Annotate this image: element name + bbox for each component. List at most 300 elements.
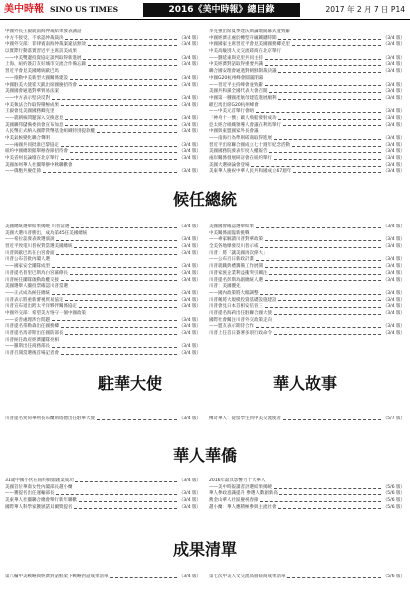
toc-entry <box>5 69 201 82</box>
entry-title: 美國總統選舉結果揭曉 川普當選 <box>5 224 70 229</box>
dotted-leader <box>61 327 178 328</box>
entry-leader-line <box>5 116 201 123</box>
toc-entry <box>209 505 405 512</box>
dotted-leader <box>61 280 178 281</box>
page-reference: （5/6 版） <box>382 498 405 504</box>
entry-subtitle: ——中美雙邊投資協定談判取得新進展 <box>5 55 82 61</box>
toc-entry <box>5 478 201 485</box>
page-reference: （3/4 版） <box>178 224 201 229</box>
entry-leader-line <box>209 156 405 163</box>
toc-entry <box>209 96 405 103</box>
toc-entry <box>209 416 405 423</box>
entry-leader-line <box>209 324 405 331</box>
page-reference: （3/4 版） <box>382 277 405 283</box>
entry-title: 歐巴馬出席G20杭州峰會 <box>209 102 259 108</box>
dotted-leader <box>256 112 382 113</box>
toc-entry <box>5 224 201 231</box>
overseas-chinese-column-left <box>5 478 201 511</box>
issue-title: 2016《美中時報》總目錄 <box>143 3 300 17</box>
page-reference: （3/4 版） <box>382 162 405 168</box>
page-reference: （3/4 版） <box>382 95 405 101</box>
toc-entry <box>209 244 405 251</box>
dotted-leader <box>265 59 382 60</box>
entry-title-line <box>5 284 201 291</box>
entry-leader-line <box>5 416 201 423</box>
entry-subtitle: ——兩國共同批准巴黎協定 <box>5 142 59 148</box>
dotted-leader <box>260 247 381 248</box>
dotted-leader <box>65 334 177 335</box>
entry-leader-line <box>5 169 201 176</box>
president-elect-column-left <box>5 224 201 358</box>
dotted-leader <box>274 334 382 335</box>
entry-leader-line <box>209 89 405 96</box>
page-reference: （3/4 版） <box>382 136 405 141</box>
toc-entry <box>209 284 405 297</box>
entry-title: 兩岸關係發展研討會在紐約舉行 <box>209 156 272 162</box>
entry-title: 人民幣正式納入國際貨幣基金組織特別提款權 <box>5 129 95 135</box>
dotted-leader <box>56 494 177 495</box>
toc-entry <box>5 49 201 62</box>
dotted-leader <box>52 320 178 321</box>
entry-leader-line <box>209 498 405 505</box>
dotted-leader <box>43 172 178 173</box>
dotted-leader <box>265 307 382 308</box>
page-reference: （3/4 版） <box>382 42 405 48</box>
toc-entry <box>209 574 405 581</box>
entry-title: 中國駐美大使崔天凱出席國慶招待會 <box>5 82 77 88</box>
dotted-leader <box>83 59 177 60</box>
entry-title: 31歲中國小伙在紐約街頭創業成功 <box>5 478 74 483</box>
page-reference: （3/4 版） <box>382 270 405 276</box>
page-reference: （3/4 版） <box>178 304 201 310</box>
page-reference: （5/6 版） <box>382 491 405 497</box>
entry-leader-line <box>209 331 405 338</box>
entry-leader-line <box>5 129 201 136</box>
issue-date: 2017 年 2 月 7 日 P14 <box>325 5 405 14</box>
toc-entry <box>5 304 201 311</box>
entry-title: 川普提名馬蒂斯出任國防部長 <box>5 331 64 336</box>
dotted-leader <box>293 172 382 173</box>
entry-subtitle: ——劉延東與克里共同主持 <box>209 55 263 61</box>
dotted-leader <box>71 227 177 228</box>
section-heading-overseas-chinese: 華人華僑 <box>172 446 237 465</box>
toc-entry <box>5 136 201 149</box>
entry-leader-line <box>209 574 405 581</box>
entry-title: 川普家族企業利益衝突引關注 <box>209 270 268 276</box>
entry-leader-line <box>209 96 405 103</box>
entry-title: 美國加州華人社團舉辦中秋聯歡會 <box>5 162 73 168</box>
page-reference: （5/7 版） <box>382 416 405 421</box>
entry-title: 王毅會見美國國務卿克里 <box>5 109 55 115</box>
entry-leader-line <box>209 244 405 251</box>
dotted-leader <box>88 65 178 66</box>
entry-leader-line <box>5 498 201 505</box>
toc-column-right <box>209 29 405 176</box>
entry-title-line <box>209 478 405 485</box>
entry-title: 中國外長王毅就南海仲裁結果發表講話 <box>5 29 82 34</box>
entry-title-line <box>5 49 201 56</box>
page-reference: （3/4 版） <box>178 75 201 81</box>
dotted-leader <box>79 85 178 86</box>
dotted-leader <box>256 227 382 228</box>
entry-title: 川普上任首日簽署多項行政命令 <box>209 331 272 336</box>
page-reference: （3/4 版） <box>178 498 201 504</box>
toc-entry <box>5 338 201 351</box>
entry-leader-line <box>5 324 201 331</box>
entry-leader-line <box>5 574 201 581</box>
toc-entry <box>209 224 405 231</box>
entry-title: 聯合國安理會通過對朝鮮制裁決議 <box>209 69 277 75</box>
entry-title: 美國大選辯論會登場 <box>209 162 250 168</box>
entry-title: 川普提名普里巴斯為白宮幕僚長 <box>5 270 68 276</box>
entry-title-line <box>209 29 405 36</box>
entry-title: 中國G20杭州峰會圓滿閉幕 <box>209 75 264 81</box>
toc-entry <box>209 89 405 96</box>
page-reference: （3/4 版） <box>382 115 405 121</box>
dotted-leader <box>110 577 177 578</box>
toc-entry <box>5 129 201 136</box>
entry-subtitle: ——中美元首舉行會晤 <box>209 109 254 115</box>
page-reference: （3/4 版） <box>382 35 405 41</box>
toc-entry <box>209 103 405 116</box>
toc-entry <box>209 498 405 505</box>
entry-title: 上海、紐約簽訂友好城市交流合作備忘錄 <box>5 62 86 68</box>
page-reference: （3/4 版） <box>178 149 201 155</box>
dotted-leader <box>269 92 381 93</box>
entry-title: 川普提名愛荷華州長布蘭斯塔德出任駐華大使 <box>5 416 95 421</box>
toc-entry <box>5 163 201 176</box>
toc-entry <box>5 498 201 505</box>
entry-leader-line <box>209 69 405 76</box>
entry-leader-line <box>5 351 201 358</box>
entry-title: 「神舟十一號」載人飛船發射成功 <box>209 115 277 121</box>
page-reference: （3/4 版） <box>178 277 201 283</box>
entry-leader-line <box>5 478 201 485</box>
entry-title: 趙小蘭：華人應積極參與主流社會 <box>209 504 277 510</box>
page-reference: （5/6 版） <box>382 574 405 579</box>
page-reference: （3/4 版） <box>382 55 405 61</box>
entry-leader-line <box>5 291 201 298</box>
dotted-leader <box>279 494 381 495</box>
page-reference: （3/4 版） <box>178 62 201 68</box>
entry-leader-line <box>5 264 201 271</box>
entry-title: 中國國家主席習近平會見美國國務卿克里 <box>209 42 290 48</box>
entry-subtitle: ——羅斯出任商務部長 <box>5 344 50 350</box>
page-reference: （3/4 版） <box>382 237 405 243</box>
dotted-leader <box>278 508 381 509</box>
dotted-leader <box>61 159 178 160</box>
page-reference: （3/4 版） <box>178 169 201 175</box>
toc-entry <box>209 76 405 89</box>
entry-title: 中美關係面臨新挑戰 <box>209 230 250 236</box>
toc-entry <box>209 318 405 331</box>
dotted-leader <box>61 146 178 147</box>
dotted-leader <box>70 79 178 80</box>
page-reference: （3/4 版） <box>382 62 405 68</box>
entry-title: 川普召開當選後首場記者會 <box>5 351 59 357</box>
toc-entry <box>209 331 405 338</box>
entry-leader-line <box>209 264 405 271</box>
page-reference: （3/4 版） <box>178 264 201 270</box>
page-reference: （3/4 版） <box>382 224 405 229</box>
page-reference: （3/4 版） <box>178 270 201 276</box>
page-reference: （3/4 版） <box>382 244 405 250</box>
page-reference: （3/4 版） <box>178 102 201 108</box>
entry-leader-line <box>209 291 405 298</box>
dotted-leader <box>75 481 177 482</box>
toc-entry <box>209 116 405 123</box>
entry-title: 習近平出席聯合國成立七十週年紀念活動 <box>209 142 290 148</box>
entry-subtitle: ——習近平主持峰會並致辭 <box>209 82 263 88</box>
entry-title: 中美執法合作取得積極成果 <box>5 102 59 108</box>
entry-title: 國際華人科學家獲頒諾貝爾獎提名 <box>5 504 73 510</box>
toc-entry <box>5 231 201 244</box>
entry-subtitle: ——國內政策將大幅調整 <box>209 290 259 296</box>
entry-subtitle: ——妥善處理涉台問題 <box>5 317 50 323</box>
toc-entry <box>209 251 405 264</box>
toc-entry <box>209 69 405 76</box>
entry-title: 第八輪中美戰略與經濟對話框架下戰略對話成果清單 <box>5 574 109 579</box>
dotted-leader <box>292 146 382 147</box>
dotted-leader <box>56 240 177 241</box>
dotted-leader <box>65 119 177 120</box>
entry-title: 川普提名彭斯為副總統人選 <box>209 277 263 283</box>
entry-subtitle: ——正式成為候任總統 <box>5 290 50 296</box>
dotted-leader <box>292 45 382 46</box>
entry-subtitle: ——獲提名出任運輸部長 <box>5 491 55 497</box>
section-heading-president-elect: 候任總統 <box>172 190 237 209</box>
entry-title: 中國外交部：菲律賓南海仲裁案違法無效 <box>5 42 86 48</box>
toc-entry <box>209 271 405 278</box>
toc-entry <box>5 156 201 163</box>
dotted-leader <box>65 300 177 301</box>
toc-entry <box>209 231 405 244</box>
dotted-leader <box>269 152 381 153</box>
page-reference: （3/4 版） <box>178 250 201 256</box>
entry-leader-line <box>5 331 201 338</box>
entry-title: 傳奇華人：從留學生到中美交流使者 <box>209 416 281 421</box>
entry-title: 美東華人社團聯合總會舉行新年聯歡 <box>5 498 77 504</box>
page-reference: （3/4 版） <box>178 290 201 296</box>
dotted-leader <box>265 267 382 268</box>
dotted-leader <box>74 508 177 509</box>
entry-leader-line <box>209 271 405 278</box>
page-reference: （3/4 版） <box>382 149 405 155</box>
dotted-leader <box>256 327 382 328</box>
page-reference: （3/4 版） <box>382 310 405 316</box>
entry-leader-line <box>5 76 201 83</box>
page-reference: （3/4 版） <box>178 416 201 421</box>
entry-title-line <box>209 76 405 83</box>
dotted-leader <box>265 85 382 86</box>
dotted-leader <box>56 254 177 255</box>
dotted-leader <box>65 39 177 40</box>
outcomes-column-right <box>209 574 405 581</box>
dotted-leader <box>269 274 381 275</box>
entry-title: 美國選舉人團投票確認川普當選 <box>5 284 68 290</box>
entry-leader-line <box>209 169 405 176</box>
entry-title: 2016年最具影響力十大華人 <box>209 478 266 483</box>
page-reference: （3/4 版） <box>178 55 201 61</box>
page-reference: （3/4 版） <box>178 115 201 121</box>
entry-leader-line <box>5 304 201 311</box>
entry-title: 中國外交部：希望美方恪守一個中國政策 <box>5 310 86 316</box>
entry-title-line <box>5 136 201 143</box>
dotted-leader <box>65 125 177 126</box>
entry-title-line <box>5 29 201 36</box>
page-reference: （3/4 版） <box>178 156 201 162</box>
entry-title: 舊金山華人社區慶祝春節 <box>209 498 259 504</box>
entry-title: 川普：將「讓美國再次偉大」 <box>209 250 268 256</box>
toc-entry <box>5 244 201 251</box>
page-reference: （3/4 版） <box>382 264 405 270</box>
dotted-leader <box>70 152 178 153</box>
entry-title: 以實際行動落實習近平主席訪美成果 <box>5 49 77 55</box>
entry-title-line <box>5 311 201 318</box>
entry-title: 川普會見日本首相安倍晉三 <box>209 304 263 310</box>
page-reference: （3/4 版） <box>178 478 201 483</box>
entry-subtitle: 中方不接受、不承認仲裁裁決 <box>5 35 64 41</box>
masthead-english-name: SINO US TIMES <box>50 5 119 14</box>
toc-entry <box>209 264 405 271</box>
entry-subtitle: ——就朝核問題深入交換意見 <box>5 115 64 121</box>
entry-title: 川普表示將重新審視貿易協定 <box>5 297 64 303</box>
dotted-leader <box>61 105 178 106</box>
entry-title: 第七次中美人文交流高層磋商成果清單 <box>209 574 286 579</box>
page-reference: （3/4 版） <box>382 122 405 128</box>
page-reference: （3/4 版） <box>382 69 405 75</box>
section-heading-chinese-story: 華人故事 <box>272 374 337 393</box>
dotted-leader <box>274 314 382 315</box>
toc-entry <box>209 311 405 318</box>
dotted-leader <box>274 139 382 140</box>
entry-title: 國際社會關注川普外交政策走向 <box>209 317 272 323</box>
dotted-leader <box>287 577 381 578</box>
toc-entry <box>5 505 201 512</box>
toc-entry <box>5 416 201 423</box>
entry-title: 川普公布首批內閣人選 <box>5 257 50 263</box>
dotted-leader <box>265 280 382 281</box>
toc-entry <box>209 304 405 311</box>
dotted-leader <box>256 260 382 261</box>
entry-leader-line <box>209 505 405 512</box>
toc-entry <box>5 29 201 42</box>
toc-entry <box>209 129 405 142</box>
entry-title: 川普提名蒂勒森出任國務卿 <box>5 324 59 330</box>
entry-subtitle: ——南海行為準則磋商取得進展 <box>209 136 272 141</box>
entry-title: 美國國會通過對華貿易法案 <box>5 89 59 95</box>
page-reference: （3/4 版） <box>382 89 405 95</box>
page-reference: （3/4 版） <box>178 35 201 41</box>
page-reference: （3/4 版） <box>382 169 405 175</box>
entry-title: 美國聯邦儲備委員會宣布加息 <box>5 122 64 128</box>
toc-entry <box>5 257 201 270</box>
page-reference: （3/4 版） <box>178 42 201 48</box>
entry-title: 紐約中國總領館舉辦春節招待會 <box>5 149 68 155</box>
entry-title: 美東華人慶祝中華人民共和國成立67週年 <box>209 169 292 175</box>
entry-title: 全美各地爆發反川普示威 <box>209 244 259 250</box>
president-elect-column-right <box>209 224 405 338</box>
entry-title: 美國共和黨全國代表大會召開 <box>209 89 268 95</box>
dotted-leader <box>274 488 382 489</box>
toc-entry <box>209 156 405 163</box>
entry-title: 川普提名海莉出任駐聯合國大使 <box>209 310 272 316</box>
entry-subtitle: ——盟友表示期待合作 <box>209 324 254 330</box>
page-reference: （3/4 版） <box>178 574 201 579</box>
toc-column-left <box>5 29 201 176</box>
dotted-leader <box>265 240 382 241</box>
toc-entry <box>209 478 405 491</box>
page-reference: （3/4 版） <box>382 82 405 88</box>
entry-title: 習近平致電川普祝賀當選美國總統 <box>5 244 73 250</box>
toc-entry <box>209 29 405 42</box>
entry-leader-line <box>5 224 201 231</box>
dotted-leader <box>278 119 381 120</box>
entry-title: 中國與東盟國家外長會議 <box>209 129 259 135</box>
entry-title: 美國國務院發表年度人權報告 <box>209 149 268 155</box>
toc-entry <box>5 109 201 122</box>
masthead <box>0 0 410 20</box>
dotted-leader <box>61 354 178 355</box>
page-reference: （3/4 版） <box>178 237 201 243</box>
page-reference: （3/4 版） <box>382 331 405 336</box>
entry-leader-line <box>209 304 405 311</box>
entry-subtitle: ——希拉蕊發表敗選演說 <box>5 237 55 243</box>
entry-title: 中國第一艘國產航母建造進展順利 <box>209 95 277 101</box>
page-reference: （5/6 版） <box>382 484 405 490</box>
entry-title: 美國國會確認選舉結果 <box>209 224 254 229</box>
page-reference: （3/4 版） <box>178 95 201 101</box>
dotted-leader <box>52 294 178 295</box>
entry-subtitle: 中國經濟正處於轉型升級關鍵時期 <box>209 35 277 41</box>
page-reference: （3/4 版） <box>178 317 201 323</box>
page-reference: （3/4 版） <box>382 290 405 296</box>
entry-subtitle: ——專家解讀川普對華政策 <box>209 237 263 243</box>
entry-leader-line <box>5 244 201 251</box>
page-reference: （3/4 版） <box>178 142 201 148</box>
page-reference: （3/4 版） <box>382 257 405 263</box>
entry-subtitle: ——僑胞共慶佳節 <box>5 169 41 175</box>
dotted-leader <box>278 99 381 100</box>
page-reference: （3/4 版） <box>178 129 201 135</box>
entry-subtitle: ——推動中美新型大國關係建設 <box>5 75 68 81</box>
entry-subtitle: ——公布百日新政計畫 <box>209 257 254 263</box>
outcomes-column-left <box>5 574 201 581</box>
page-reference: （3/4 版） <box>382 304 405 310</box>
section-heading-outcomes: 成果清單 <box>172 540 237 559</box>
toc-entry <box>5 485 201 498</box>
page-reference: （3/4 版） <box>178 491 201 497</box>
entry-title: 美國首位華裔女性內閣部長趙小蘭 <box>5 484 73 490</box>
entry-leader-line <box>5 96 201 103</box>
toc-entry <box>5 284 201 297</box>
masthead-logo: 美中時報 <box>4 4 44 15</box>
page-reference: （3/4 版） <box>178 244 201 250</box>
entry-leader-line <box>5 156 201 163</box>
entry-title-line <box>209 49 405 56</box>
entry-subtitle: ——國家安全團隊成型 <box>5 264 50 270</box>
entry-title-line <box>5 69 201 76</box>
dotted-leader <box>283 125 382 126</box>
toc-entry <box>5 331 201 338</box>
overseas-chinese-column-right <box>209 478 405 511</box>
entry-title: 川普就職典禮籌備工作展開 <box>209 264 263 270</box>
toc-entry <box>5 89 201 102</box>
page-reference: （3/4 版） <box>382 142 405 148</box>
page-reference: （3/4 版） <box>382 156 405 162</box>
ambassador-column <box>5 416 201 423</box>
toc-entry <box>5 271 201 278</box>
